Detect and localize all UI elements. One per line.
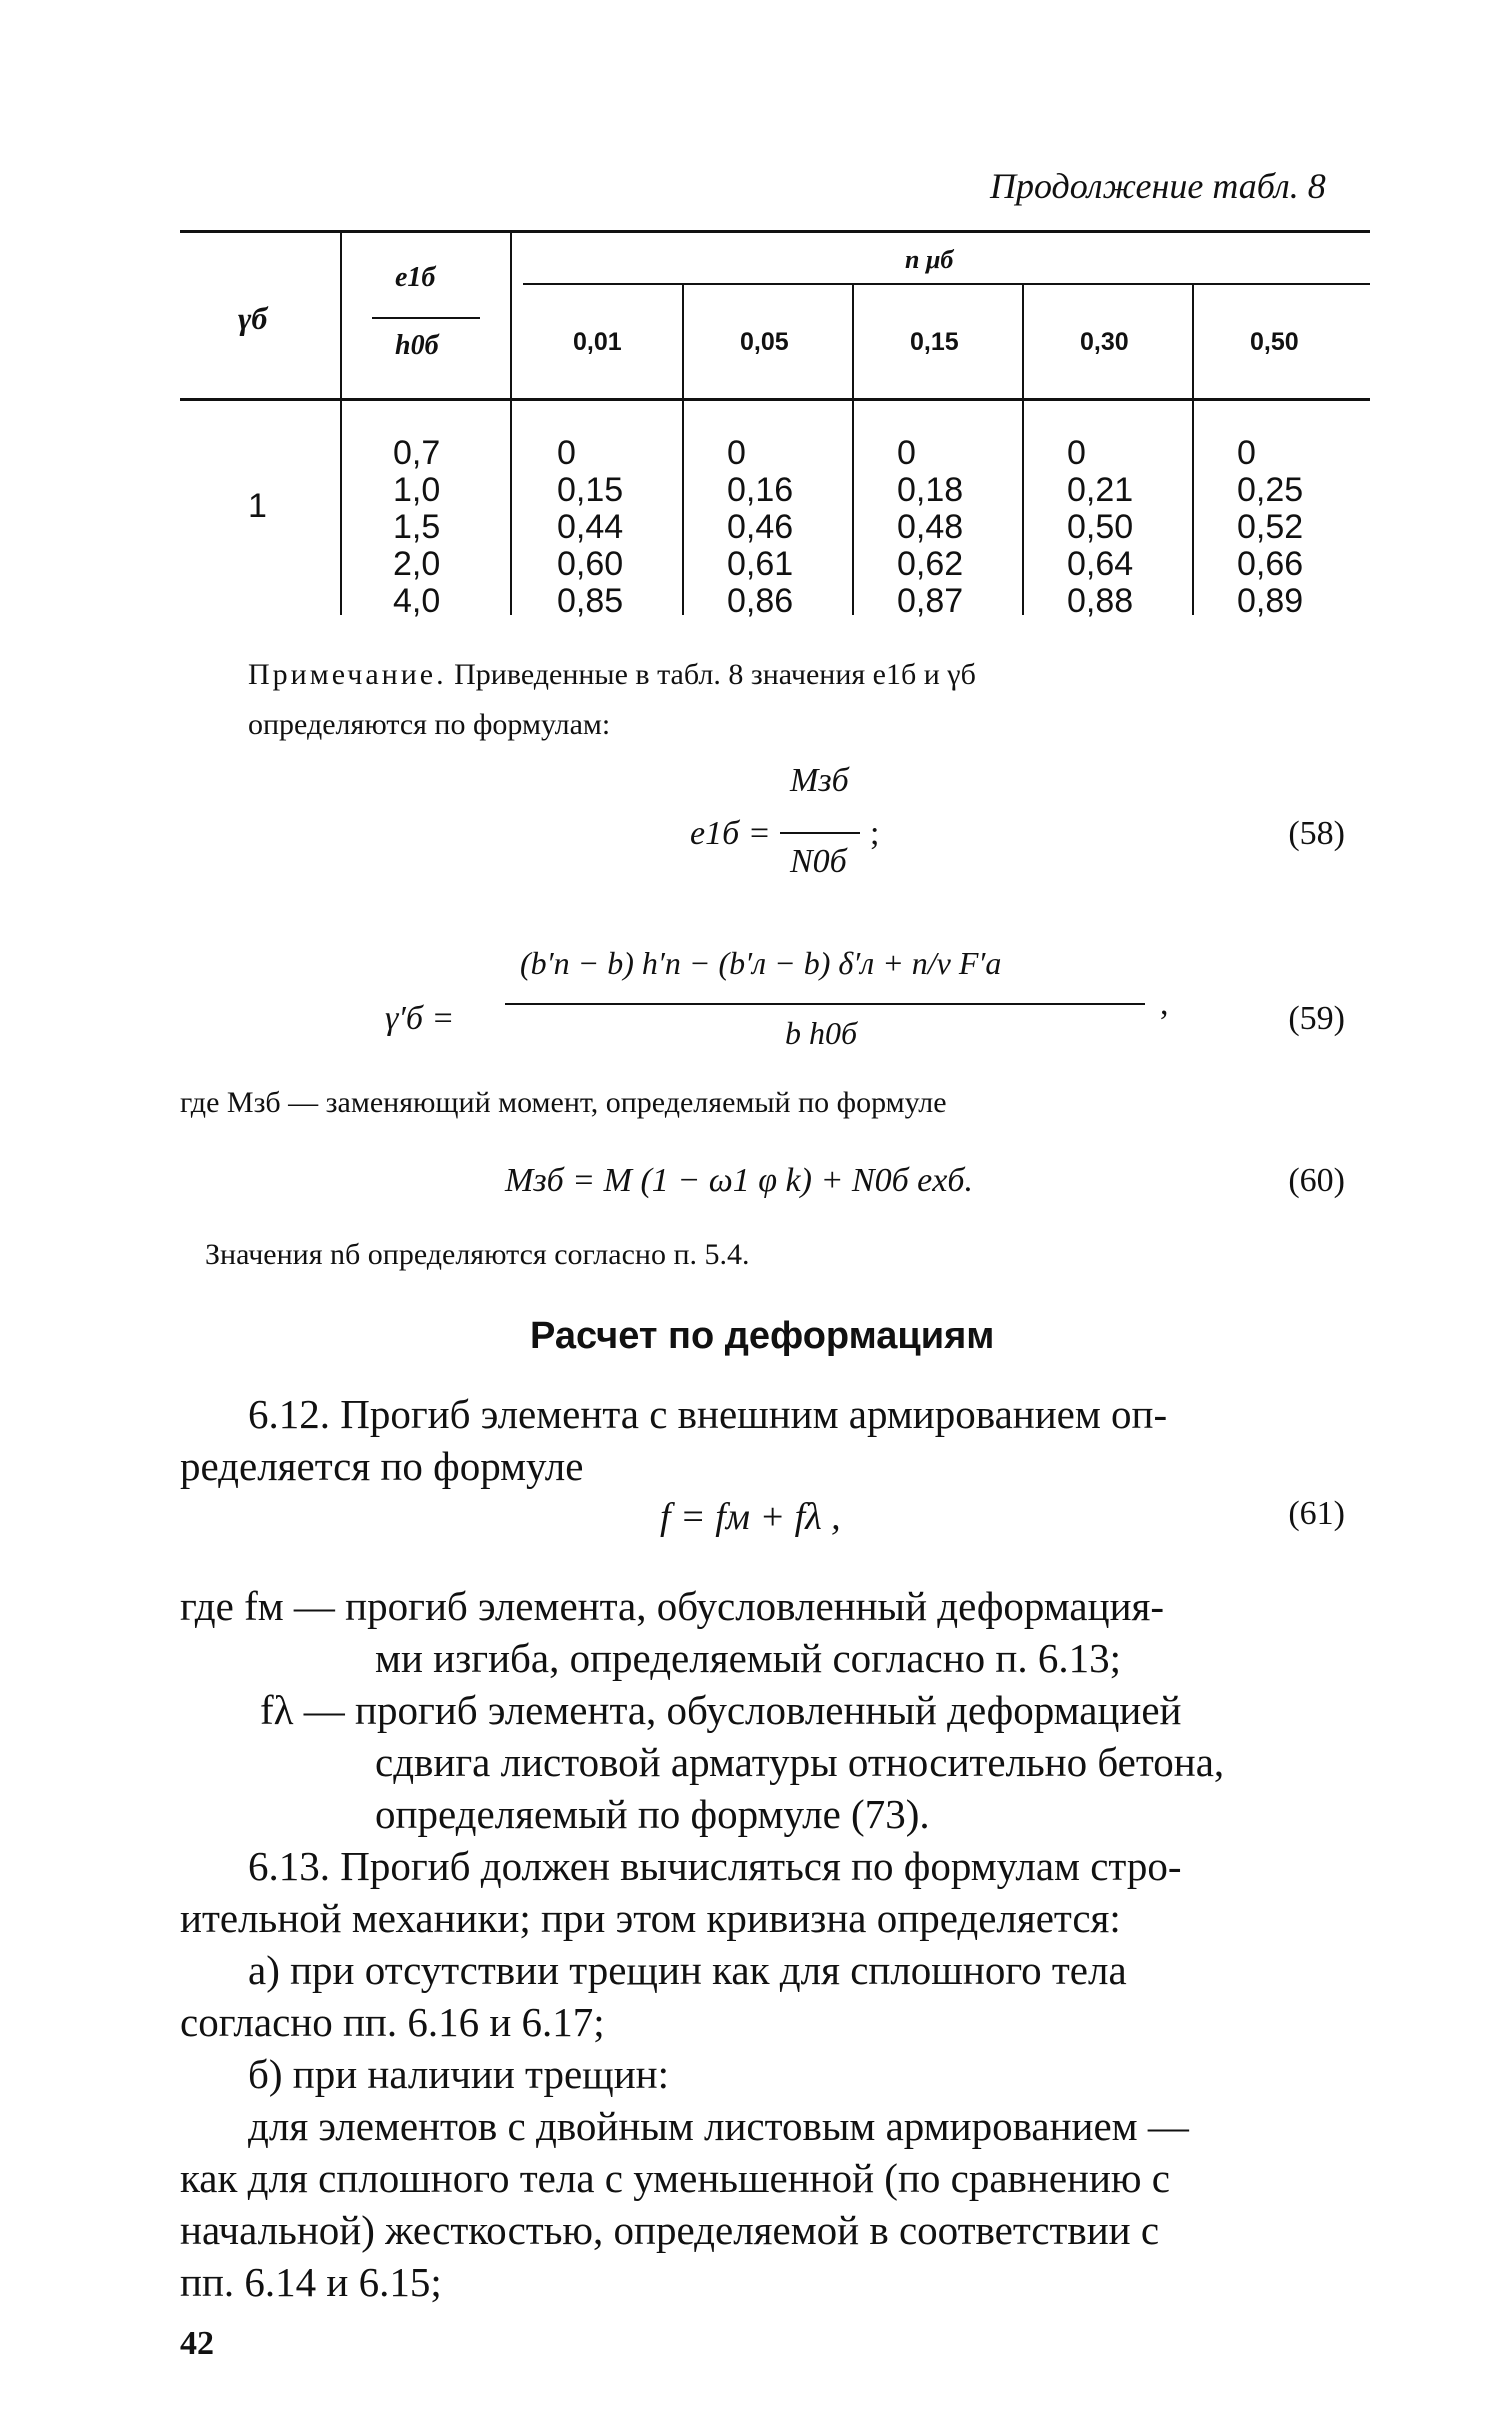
header-ratio-numerator: e1б <box>395 262 436 293</box>
table-cell: 0,87 <box>897 582 964 620</box>
item-double-line-1: для элементов с двойным листовым армированием — <box>248 2103 1189 2149</box>
eq59-comma: , <box>1160 985 1169 1022</box>
col-divider-4 <box>852 285 854 615</box>
header-n-mu: n μб <box>905 245 954 274</box>
values-note: Значения nб определяются согласно п. 5.4. <box>205 1238 750 1271</box>
eq58-semicolon: ; <box>870 815 880 852</box>
table-cell: 0,16 <box>727 471 794 509</box>
table-cell: 0,15 <box>557 471 624 509</box>
table-cell: 0,52 <box>1237 508 1304 546</box>
note-line-1: Приведенные в табл. 8 значения e1б и γб <box>454 658 976 691</box>
item-double-line-4: пп. 6.14 и 6.15; <box>180 2259 442 2305</box>
value-column-1 <box>557 435 623 620</box>
note-label: Примечание. <box>248 658 447 691</box>
table-cell: 0 <box>1067 434 1086 472</box>
eq61: f = fм + fλ , <box>660 1496 841 1538</box>
item-a-line-2: согласно пп. 6.16 и 6.17; <box>180 1999 605 2045</box>
table-cell: 0,18 <box>897 471 964 509</box>
eq58-denominator: N0б <box>790 843 847 880</box>
table-cell: 2,0 <box>393 545 441 583</box>
eq61-number: (61) <box>1288 1495 1345 1532</box>
value-column-2 <box>727 435 793 620</box>
table-cell: 0 <box>727 434 746 472</box>
where-fl-line-2: сдвига листовой арматуры относительно бетона, <box>375 1739 1225 1785</box>
para-6-12-line-1: 6.12. Прогиб элемента с внешним армированием оп- <box>248 1391 1168 1437</box>
para-6-12-line-2: ределяется по формуле <box>180 1443 584 1489</box>
col-divider-5 <box>1022 285 1024 615</box>
table-cell: 0,48 <box>897 508 964 546</box>
eq58-lhs: e1б = <box>690 815 771 852</box>
table-cell: 0,64 <box>1067 545 1134 583</box>
item-double-line-2: как для сплошного тела с уменьшенной (по сравнению с <box>180 2155 1171 2201</box>
header-gamma: γб <box>238 300 268 336</box>
col-divider-1 <box>340 230 342 615</box>
table-cell: 0,86 <box>727 582 794 620</box>
item-a-line-1: а) при отсутствии трещин как для сплошного тела <box>248 1947 1127 1993</box>
table-cell: 0,66 <box>1237 545 1304 583</box>
table-note <box>248 650 1368 750</box>
value-column-3 <box>897 435 963 620</box>
table-cell: 0,50 <box>1067 508 1134 546</box>
table-cell: 0 <box>897 434 916 472</box>
header-mu-2: 0,05 <box>740 328 789 356</box>
eq60-number: (60) <box>1288 1162 1345 1199</box>
table-cell: 0,62 <box>897 545 964 583</box>
eq58-number: (58) <box>1288 815 1345 852</box>
eq59-lhs: γ′б = <box>385 1000 455 1037</box>
table-cell: 0,46 <box>727 508 794 546</box>
col-divider-2 <box>510 230 512 615</box>
eq59-bar <box>505 1003 1145 1005</box>
col-divider-3 <box>682 285 684 615</box>
note-line-2: определяются по формулам: <box>248 708 611 741</box>
table-top-rule <box>180 230 1370 233</box>
table-cell: 0 <box>557 434 576 472</box>
eq59-number: (59) <box>1288 1000 1345 1037</box>
section-heading: Расчет по деформациям <box>530 1315 995 1357</box>
ratio-column <box>393 435 440 620</box>
table-cell: 0,21 <box>1067 471 1134 509</box>
table-cell: 4,0 <box>393 582 441 620</box>
where-fl-line-3: определяемый по формуле (73). <box>375 1791 930 1837</box>
table-cell: 0,7 <box>393 434 441 472</box>
value-column-4 <box>1067 435 1133 620</box>
page-number: 42 <box>180 2325 214 2362</box>
table-cell: 0 <box>1237 434 1256 472</box>
where-fm-line-2: ми изгиба, определяемый согласно п. 6.13; <box>375 1635 1122 1681</box>
fraction-bar <box>372 317 480 319</box>
table-cell: 0,85 <box>557 582 624 620</box>
eq60: Mзб = M (1 − ω1 φ k) + N0б exб. <box>505 1162 973 1199</box>
table-cell: 1,5 <box>393 508 441 546</box>
header-mu-4: 0,30 <box>1080 328 1129 356</box>
header-mu-3: 0,15 <box>910 328 959 356</box>
eq59-numerator: (b′п − b) h′п − (b′л − b) δ′л + n/ν F′а <box>520 945 1002 981</box>
item-b: б) при наличии трещин: <box>248 2051 670 2097</box>
header-mu-1: 0,01 <box>573 328 622 356</box>
header-ratio-denominator: h0б <box>395 330 439 361</box>
table-cell: 0,61 <box>727 545 794 583</box>
col-divider-6 <box>1192 285 1194 615</box>
header-sub-rule <box>523 283 1370 285</box>
row-label-gamma: 1 <box>248 487 267 525</box>
table-cell: 0,44 <box>557 508 624 546</box>
table-cell: 1,0 <box>393 471 441 509</box>
item-double-line-3: начальной) жесткостью, определяемой в соответствии с <box>180 2207 1160 2253</box>
where-fl-line-1: fλ — прогиб элемента, обусловленный деформацией <box>260 1687 1182 1733</box>
table-cell: 0,25 <box>1237 471 1304 509</box>
eq58-numerator: Mзб <box>790 762 849 799</box>
value-column-5 <box>1237 435 1303 620</box>
where-fm-line-1: где fм — прогиб элемента, обусловленный деформация- <box>180 1583 1165 1629</box>
where-mz: где Mзб — заменяющий момент, определяемый по формуле <box>180 1086 947 1119</box>
para-6-13-line-2: ительной механики; при этом кривизна определяется: <box>180 1895 1121 1941</box>
eq58-bar <box>780 832 860 834</box>
para-6-13-line-1: 6.13. Прогиб должен вычисляться по формулам стро- <box>248 1843 1182 1889</box>
table-cell: 0,89 <box>1237 582 1304 620</box>
table-cell: 0,60 <box>557 545 624 583</box>
header-mu-5: 0,50 <box>1250 328 1299 356</box>
table-cell: 0,88 <box>1067 582 1134 620</box>
eq59-denominator: b h0б <box>785 1015 858 1051</box>
table-caption: Продолжение табл. 8 <box>990 166 1326 206</box>
